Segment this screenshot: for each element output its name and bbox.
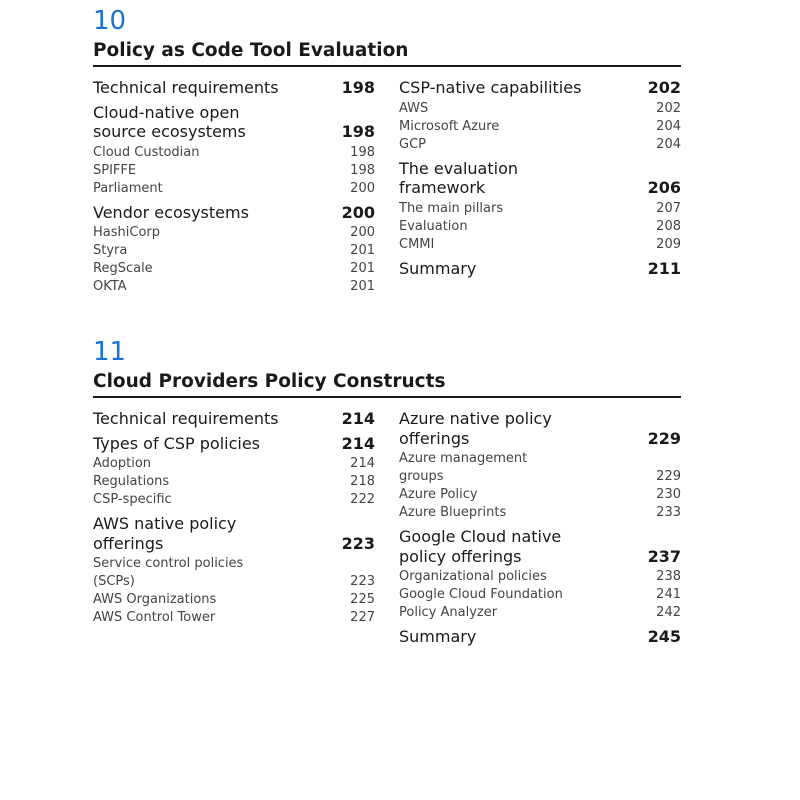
toc-entry-page: 204 — [656, 136, 681, 152]
chapter-title: Policy as Code Tool Evaluation — [93, 40, 409, 61]
toc-entry-page: 238 — [656, 569, 681, 584]
toc-section-entry[interactable] — [399, 627, 681, 647]
toc-subsection-entry[interactable] — [93, 491, 375, 509]
toc-entry-label-line: SPIFFE — [93, 162, 137, 178]
toc-subsection-entry[interactable] — [399, 118, 681, 136]
toc-entry-page: 202 — [647, 78, 681, 97]
toc-entry-page: 214 — [350, 456, 375, 471]
toc-entry-label-line: Styra — [93, 243, 128, 258]
chapter-number: 11 — [93, 337, 127, 367]
toc-section-entry[interactable] — [399, 78, 681, 98]
toc-entry-page: 233 — [656, 505, 681, 520]
toc-entry-label-line: The evaluation — [399, 158, 518, 178]
toc-entry-label-line: offerings — [93, 533, 164, 553]
toc-entry-label — [93, 514, 236, 553]
toc-entry-label-line: groups — [399, 469, 444, 484]
toc-entry-page: 207 — [656, 200, 681, 216]
toc-entry-label-line: OKTA — [93, 279, 127, 294]
toc-entry-label — [399, 568, 547, 586]
toc-entry-label-line: Types of CSP policies — [93, 433, 260, 453]
toc-entry-page: 245 — [647, 627, 681, 646]
toc-entry-label-line: Adoption — [93, 456, 152, 471]
toc-entry-label-line: CMMI — [399, 236, 435, 252]
toc-entry-page: 206 — [647, 178, 681, 197]
toc-entry-label — [399, 259, 476, 279]
toc-entry-label — [93, 144, 199, 162]
toc-entry-page: 202 — [656, 100, 681, 116]
toc-entry-label-line: Google Cloud native — [399, 527, 562, 546]
toc-subsection-entry[interactable] — [399, 136, 681, 154]
toc-entry-page: 242 — [656, 605, 681, 620]
toc-entry-label-line: Google Cloud Foundation — [399, 587, 563, 602]
toc-subsection-entry[interactable] — [93, 162, 375, 180]
toc-entry-label-line: Summary — [399, 627, 477, 646]
toc-entry-label — [399, 236, 434, 254]
toc-entry-label — [93, 434, 260, 454]
toc-entry-page: 229 — [647, 428, 681, 448]
toc-entry-label — [93, 555, 243, 591]
toc-entry-label-line: Cloud-native open — [93, 102, 240, 122]
toc-subsection-entry[interactable] — [399, 586, 681, 604]
toc-entry-label-line: Azure Policy — [399, 487, 478, 502]
toc-section-entry[interactable] — [399, 159, 681, 198]
toc-subsection-entry[interactable] — [399, 100, 681, 118]
toc-subsection-entry[interactable] — [93, 242, 375, 260]
toc-entry-label-line: RegScale — [93, 261, 153, 276]
toc-subsection-entry[interactable] — [93, 609, 375, 627]
chapter-number: 10 — [93, 6, 127, 36]
chapter-rule — [93, 396, 681, 398]
toc-entry-label — [93, 103, 246, 142]
toc-subsection-entry[interactable] — [399, 604, 681, 622]
toc-entry-label-line: Azure management — [399, 451, 528, 466]
toc-entry-label-line: Microsoft Azure — [399, 118, 500, 134]
toc-subsection-entry[interactable] — [399, 236, 681, 254]
toc-entry-label-line: Azure Blueprints — [399, 505, 507, 520]
toc-section-entry[interactable] — [93, 103, 375, 142]
toc-section-entry[interactable] — [93, 514, 375, 553]
toc-entry-label — [93, 242, 127, 260]
toc-entry-label-line: AWS — [399, 100, 429, 116]
toc-entry-page: 198 — [350, 144, 375, 160]
toc-entry-label — [93, 224, 160, 242]
toc-subsection-entry[interactable] — [93, 455, 375, 473]
toc-entry-label-line: Azure native policy — [399, 409, 552, 428]
toc-subsection-entry[interactable] — [93, 473, 375, 491]
toc-entry-label — [93, 78, 279, 98]
toc-entry-label-line: AWS Control Tower — [93, 610, 216, 625]
toc-subsection-entry[interactable] — [93, 591, 375, 609]
toc-entry-label — [93, 609, 215, 627]
toc-entry-label-line: Parliament — [93, 180, 163, 196]
toc-entry-page: 223 — [341, 533, 375, 553]
toc-entry-label-line: CSP-native capabilities — [399, 78, 582, 97]
toc-subsection-entry[interactable] — [93, 180, 375, 198]
toc-entry-page: 198 — [341, 78, 375, 97]
toc-entry-label — [399, 159, 518, 198]
toc-entry-label — [93, 409, 279, 429]
toc-subsection-entry[interactable] — [93, 224, 375, 242]
toc-entry-page: 214 — [341, 433, 375, 453]
toc-entry-label — [93, 260, 153, 278]
chapter-title: Cloud Providers Policy Constructs — [93, 371, 446, 392]
toc-entry-label-line: Vendor ecosystems — [93, 202, 249, 222]
toc-entry-page: 211 — [647, 258, 681, 278]
toc-entry-label — [93, 591, 216, 609]
toc-entry-label-line: Organizational policies — [399, 569, 547, 584]
toc-entry-page: 201 — [350, 261, 375, 276]
toc-entry-label-line: Regulations — [93, 474, 170, 489]
toc-subsection-entry[interactable] — [93, 555, 375, 591]
toc-entry-page: 201 — [350, 279, 375, 294]
toc-entry-page: 198 — [341, 122, 375, 141]
toc-entry-label-line: GCP — [399, 136, 426, 152]
toc-entry-label-line: Technical requirements — [93, 78, 279, 97]
toc-entry-page: 200 — [341, 202, 375, 222]
toc-entry-label-line: policy offerings — [399, 546, 522, 566]
toc-subsection-entry[interactable] — [399, 568, 681, 586]
toc-entry-label-line: HashiCorp — [93, 225, 160, 240]
toc-subsection-entry[interactable] — [93, 260, 375, 278]
toc-entry-label — [399, 486, 478, 504]
toc-entry-label — [399, 604, 497, 622]
toc-entry-label — [399, 118, 499, 136]
toc-subsection-entry[interactable] — [399, 200, 681, 218]
toc-entry-page: 227 — [350, 610, 375, 625]
toc-entry-label-line: source ecosystems — [93, 122, 246, 141]
toc-section-entry[interactable] — [399, 409, 681, 448]
toc-section-entry[interactable] — [399, 527, 681, 566]
toc-entry-label-line: Evaluation — [399, 218, 468, 234]
toc-entry-label-line: AWS Organizations — [93, 592, 217, 607]
toc-entry-label — [399, 100, 428, 118]
toc-entry-page: 225 — [350, 592, 375, 607]
toc-entry-page: 204 — [656, 118, 681, 134]
toc-subsection-entry[interactable] — [93, 144, 375, 162]
toc-entry-label — [399, 586, 563, 604]
toc-entry-label — [93, 203, 249, 223]
toc-entry-label — [399, 78, 581, 98]
toc-entry-label-line: Service control policies — [93, 556, 244, 571]
toc-entry-label — [399, 200, 503, 218]
toc-entry-label-line: (SCPs) — [93, 574, 135, 589]
toc-section-entry[interactable] — [93, 434, 375, 454]
toc-entry-label — [93, 455, 151, 473]
toc-entry-label — [399, 504, 506, 522]
toc-entry-page: 222 — [350, 492, 375, 507]
toc-subsection-entry[interactable] — [399, 486, 681, 504]
toc-entry-label-line: Technical requirements — [93, 409, 279, 428]
toc-entry-label — [399, 527, 561, 566]
toc-entry-page: 200 — [350, 180, 375, 196]
toc-entry-label-line: CSP-specific — [93, 492, 172, 507]
toc-entry-label — [93, 473, 169, 491]
toc-entry-page: 198 — [350, 162, 375, 178]
toc-entry-page: 201 — [350, 243, 375, 258]
toc-section-entry[interactable] — [93, 409, 375, 429]
toc-entry-page: 241 — [656, 587, 681, 602]
toc-entry-label-line: framework — [399, 178, 486, 197]
toc-entry-label — [93, 162, 136, 180]
toc-section-entry[interactable] — [399, 259, 681, 279]
toc-section-entry[interactable] — [93, 203, 375, 223]
toc-entry-label — [93, 491, 172, 509]
toc-subsection-entry[interactable] — [93, 278, 375, 296]
toc-entry-label — [93, 180, 163, 198]
toc-subsection-entry[interactable] — [399, 450, 681, 486]
toc-subsection-entry[interactable] — [399, 504, 681, 522]
toc-entry-page: 229 — [656, 469, 681, 484]
toc-entry-label-line: Policy Analyzer — [399, 605, 498, 620]
toc-entry-page: 208 — [656, 218, 681, 234]
toc-entry-label-line: Cloud Custodian — [93, 144, 200, 160]
toc-entry-page: 230 — [656, 487, 681, 502]
toc-entry-label — [399, 450, 527, 486]
toc-entry-page: 237 — [647, 546, 681, 566]
toc-subsection-entry[interactable] — [399, 218, 681, 236]
toc-section-entry[interactable] — [93, 78, 375, 98]
toc-entry-page: 200 — [350, 225, 375, 240]
toc-entry-page: 218 — [350, 474, 375, 489]
toc-entry-label — [399, 409, 552, 448]
toc-entry-page: 209 — [656, 236, 681, 252]
toc-entry-label — [399, 218, 468, 236]
toc-entry-page: 214 — [341, 409, 375, 428]
toc-entry-page: 223 — [350, 574, 375, 589]
toc-entry-label — [399, 136, 426, 154]
chapter-rule — [93, 65, 681, 67]
toc-entry-label-line: offerings — [399, 428, 470, 448]
toc-entry-label-line: The main pillars — [399, 200, 504, 216]
toc-entry-label — [399, 627, 476, 647]
toc-entry-label-line: AWS native policy — [93, 514, 237, 533]
toc-entry-label — [93, 278, 127, 296]
toc-entry-label-line: Summary — [399, 258, 477, 278]
